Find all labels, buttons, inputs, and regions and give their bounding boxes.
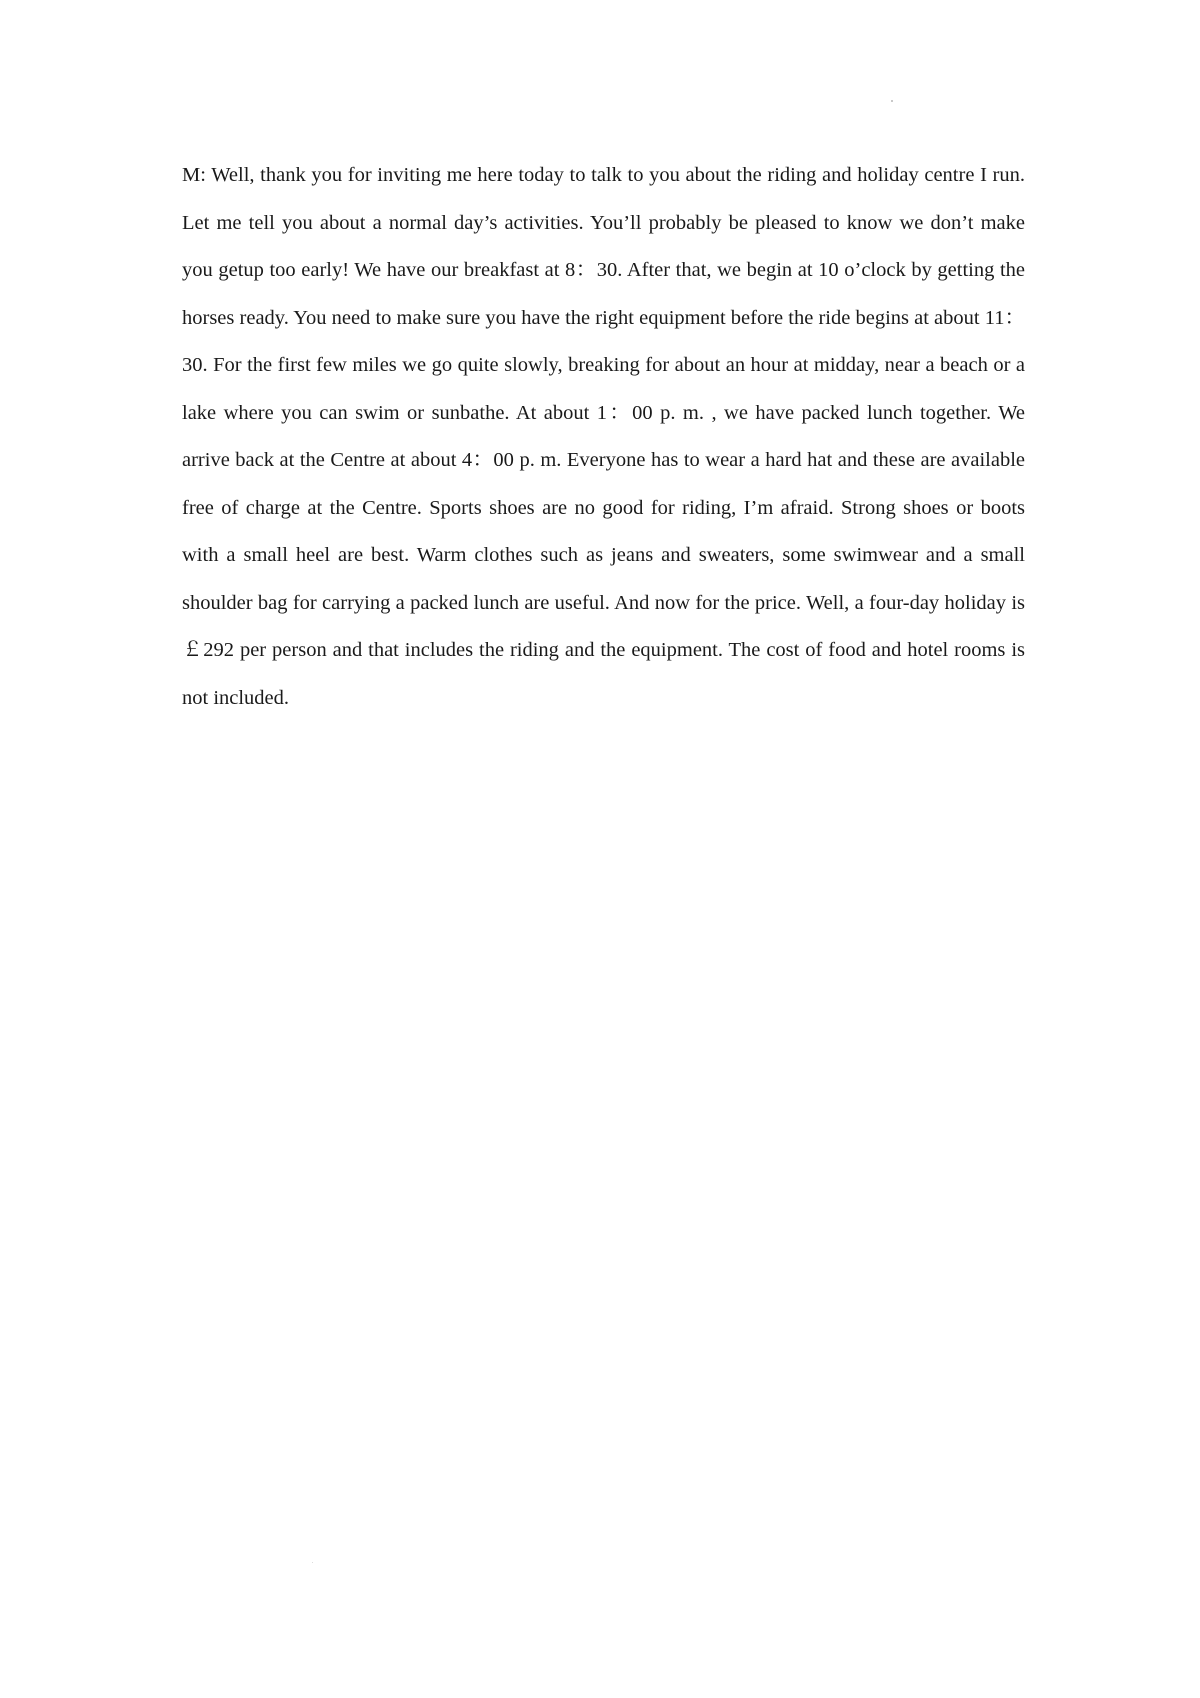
scan-speck — [312, 1562, 313, 1563]
scan-speck — [891, 100, 893, 102]
listening-transcript-paragraph: M: Well, thank you for inviting me here today to talk to you about the riding and holiday centre I run. Let me tell you about a normal day’s activities. You’ll probably be pleased to know we don’t make you getup too early! We have our breakfast at 8：30. After that, we begin at 10 o’clock by getting the horses ready. You need to make sure you have the right equipment before the ride begins at about 11：30. For the first few miles we go quite slowly, breaking for about an hour at midday, near a beach or a lake where you can swim or sunbathe. At about 1：00 p. m. , we have packed lunch together. We arrive back at the Centre at about 4：00 p. m. Everyone has to wear a hard hat and these are available free of charge at the Centre. Sports shoes are no good for riding, I’m afraid. Strong shoes or boots with a small heel are best. Warm clothes such as jeans and sweaters, some swimwear and a small shoulder bag for carrying a packed lunch are useful. And now for the price. Well, a four-day holiday is ￡292 per person and that includes the riding and the equipment. The cost of food and hotel rooms is not included. — [182, 164, 1025, 709]
